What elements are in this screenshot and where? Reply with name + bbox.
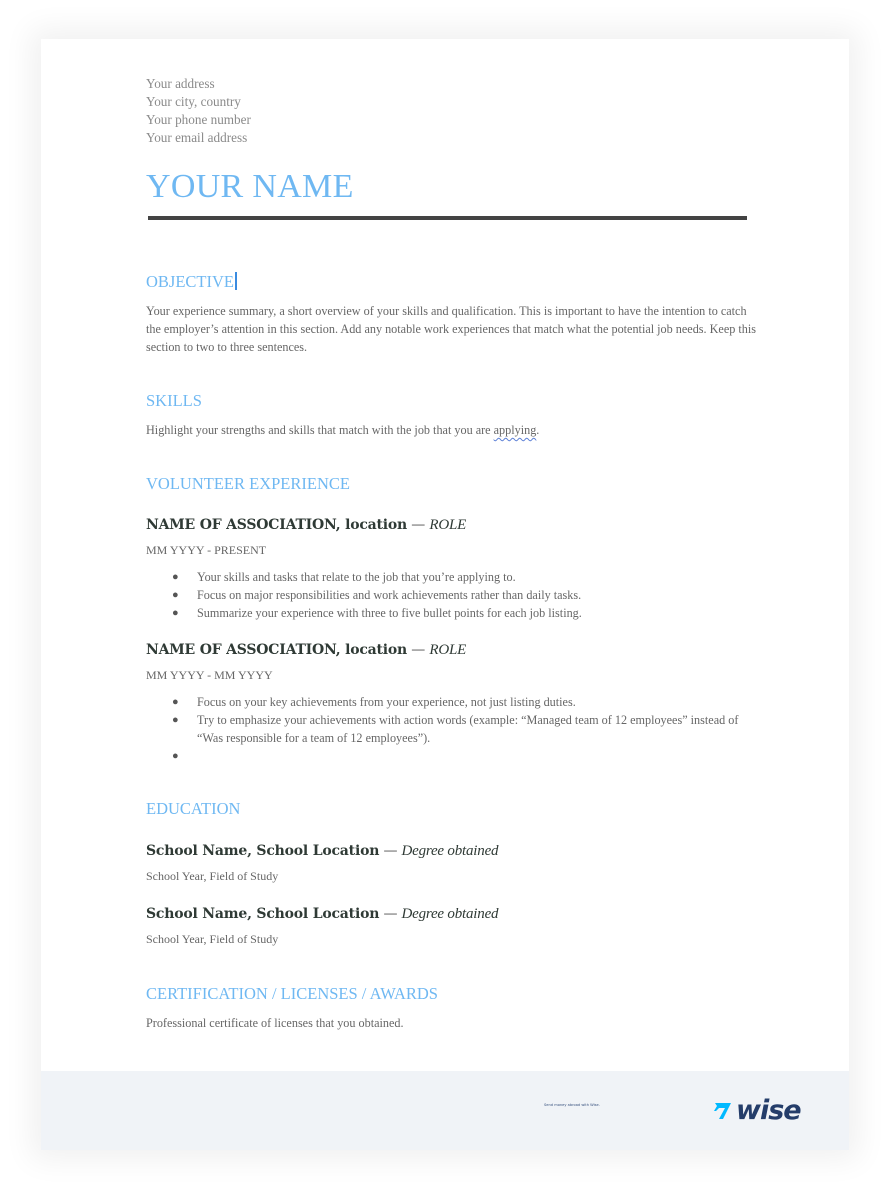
bullet-icon: ● bbox=[172, 607, 179, 619]
volunteer-entry-1-bullets bbox=[146, 568, 756, 622]
bullet-icon: ● bbox=[172, 571, 179, 583]
bullet-item[interactable] bbox=[146, 711, 756, 747]
bullet-item[interactable] bbox=[146, 586, 756, 604]
bullet-icon: ● bbox=[172, 750, 179, 762]
name-divider-rule bbox=[148, 216, 747, 220]
spellcheck-flagged-word[interactable]: applying bbox=[493, 423, 537, 437]
bullet-item[interactable] bbox=[146, 747, 756, 765]
skills-text[interactable] bbox=[146, 421, 756, 439]
entry-dash: — bbox=[379, 843, 402, 859]
volunteer-entry-2-title[interactable] bbox=[146, 640, 466, 660]
wise-logo-text: wise bbox=[736, 1095, 801, 1126]
objective-title-text: OBJECTIVE bbox=[146, 272, 234, 291]
certification-text[interactable]: Professional certificate of licenses that you obtained. bbox=[146, 1016, 404, 1030]
education-entry-2-details[interactable]: School Year, Field of Study bbox=[146, 932, 279, 946]
resume-name-heading[interactable]: YOUR NAME bbox=[146, 168, 354, 205]
wise-logo[interactable] bbox=[713, 1095, 801, 1127]
volunteer-entry-2-bullets bbox=[146, 693, 756, 765]
skills-text-main: Highlight your strengths and skills that match with the job that you are bbox=[146, 423, 494, 437]
section-title-certification[interactable]: CERTIFICATION / LICENSES / AWARDS bbox=[146, 984, 438, 1003]
volunteer-entry-2-dates[interactable]: MM YYYY - MM YYYY bbox=[146, 668, 273, 682]
objective-text[interactable]: Your experience summary, a short overview of your skills and qualification. This is important to have the intention to catch the employer’s attention in this section. Add any notable work experiences that match what the potential job needs. Keep this section to two to three sentences. bbox=[146, 304, 757, 354]
bullet-text: Try to emphasize your achievements with action words (example: “Managed team of 12 employees” instead of “Was responsible for a team of 12 employees”). bbox=[197, 713, 739, 745]
bullet-icon: ● bbox=[172, 589, 179, 601]
volunteer-entry-1-title[interactable] bbox=[146, 515, 466, 535]
entry-role: ROLE bbox=[429, 517, 467, 533]
bullet-text: Focus on your key achievements from your experience, not just listing duties. bbox=[197, 695, 576, 709]
bullet-text: Summarize your experience with three to five bullet points for each job listing. bbox=[197, 606, 582, 620]
entry-degree: Degree obtained bbox=[401, 843, 499, 859]
entry-role: ROLE bbox=[429, 642, 467, 658]
entry-dash: — bbox=[379, 906, 402, 922]
bullet-icon: ● bbox=[172, 714, 179, 726]
section-title-objective[interactable] bbox=[146, 272, 237, 292]
skills-text-end: . bbox=[536, 423, 540, 437]
bullet-text: Your skills and tasks that relate to the job that you’re applying to. bbox=[197, 570, 516, 584]
education-entry-1-title[interactable] bbox=[146, 841, 498, 861]
bullet-item[interactable] bbox=[146, 693, 756, 711]
resume-page bbox=[41, 39, 849, 1150]
section-title-volunteer-experience[interactable]: VOLUNTEER EXPERIENCE bbox=[146, 474, 350, 493]
entry-degree: Degree obtained bbox=[401, 906, 499, 922]
footer-banner bbox=[41, 1071, 849, 1150]
section-title-skills[interactable]: SKILLS bbox=[146, 391, 202, 410]
education-entry-2-title[interactable] bbox=[146, 904, 498, 924]
text-cursor bbox=[235, 272, 237, 290]
contact-phone[interactable]: Your phone number bbox=[146, 112, 251, 127]
contact-email[interactable]: Your email address bbox=[146, 130, 248, 145]
contact-address[interactable]: Your address bbox=[146, 76, 215, 91]
education-entry-1-details[interactable]: School Year, Field of Study bbox=[146, 869, 279, 883]
entry-school: School Name, School Location bbox=[146, 906, 380, 922]
wise-flag-icon bbox=[713, 1100, 733, 1122]
section-title-education[interactable]: EDUCATION bbox=[146, 799, 241, 818]
contact-city-country[interactable]: Your city, country bbox=[146, 94, 241, 109]
footer-tagline[interactable]: Send money abroad with Wise. bbox=[544, 1103, 600, 1107]
bullet-text: Focus on major responsibilities and work achievements rather than daily tasks. bbox=[197, 588, 582, 602]
bullet-item[interactable] bbox=[146, 604, 756, 622]
volunteer-entry-1-dates[interactable]: MM YYYY - PRESENT bbox=[146, 543, 267, 557]
entry-dash: — bbox=[407, 642, 430, 658]
entry-dash: — bbox=[407, 517, 430, 533]
entry-school: School Name, School Location bbox=[146, 843, 380, 859]
bullet-item[interactable] bbox=[146, 568, 756, 586]
bullet-icon: ● bbox=[172, 696, 179, 708]
entry-org: NAME OF ASSOCIATION, location bbox=[146, 642, 408, 658]
contact-block bbox=[146, 75, 251, 147]
entry-org: NAME OF ASSOCIATION, location bbox=[146, 517, 408, 533]
